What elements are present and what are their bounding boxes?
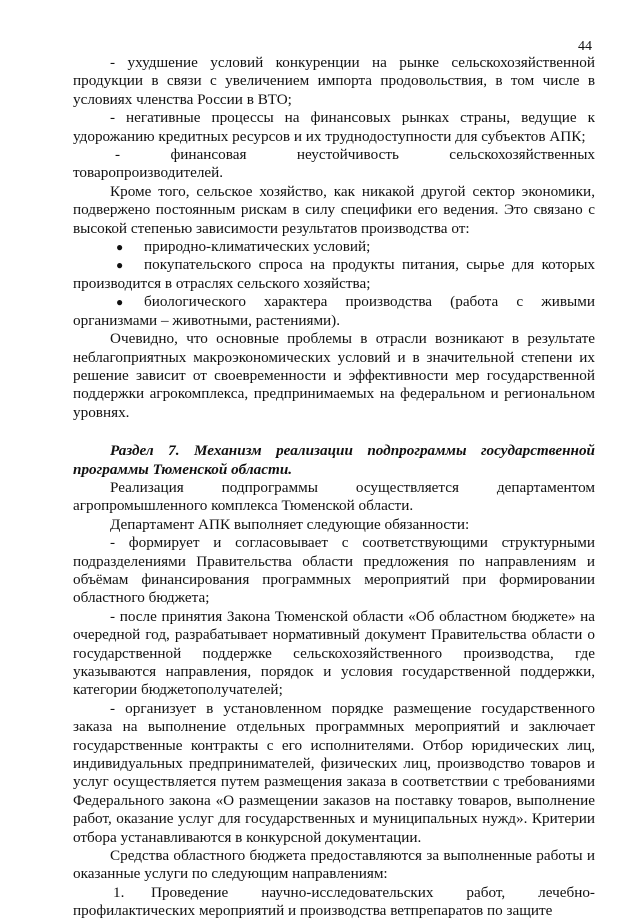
item-text: Проведение научно-исследовательских работ, лечебно-профилактических мероприятий и производства ветпрепаратов по защите	[73, 883, 595, 920]
paragraph-funding: Средства областного бюджета предоставляются за выполненные работы и оказанные услуги по следующим направлениям:	[73, 847, 595, 883]
numbered-item-1	[73, 884, 595, 921]
paragraph-risks-intro: Кроме того, сельское хозяйство, как никакой другой сектор экономики, подвержено постоянным рискам в силу специфики его ведения. Это связано с высокой степенью зависимости результатов производства от:	[73, 182, 595, 237]
word: финансовая	[170, 146, 247, 164]
bullet-dot-icon: ●	[116, 258, 124, 273]
word: товаропроизводителей.	[73, 164, 224, 182]
paragraph-implementation: Реализация подпрограммы осуществляется департаментом агропромышленного комплекса Тюменской области.	[73, 478, 595, 515]
risk-item-competition: - ухудшение условий конкуренции на рынке сельскохозяйственной продукции в связи с увеличением импорта продовольствия, в том числе в условиях членства России в ВТО;	[73, 54, 595, 108]
item-number: 1.	[113, 883, 125, 901]
duty-item-procurement: - организует в установленном порядке размещение государственного заказа на выполнение отдельных программных мероприятий и заключает государственные контракты с его исполнителями. Отбор юридических лиц, индивидуальных предпринимателей, физических лиц, производство товаров и услуг осуществляется путем размещения заказа в соответствии с требованиями Федерального закона «О размещении заказов на поставку товаров, выполнение работ, оказание услуг для государственных и муниципальных нужд». Критерии отбора устанавливаются в конкурсной документации.	[73, 699, 595, 846]
paragraph-conclusion: Очевидно, что основные проблемы в отрасли возникают в результате неблагоприятных макроэкономических условий и в значительной степени их решение зависит от своевременности и эффективности мер государственной поддержки агрокомплекса, предпринимаемых на федеральном и региональном уровнях.	[73, 330, 595, 421]
bullet-dot-icon: ●	[116, 295, 124, 310]
bullet-item-demand: ● покупательского спроса на продукты питания, сырье для которых производится в отраслях сельского хозяйства;	[73, 256, 595, 292]
paragraph-duties-intro: Департамент АПК выполняет следующие обязанности:	[110, 515, 470, 533]
bullet-item-biological: ● биологического характера производства (работа с живыми организмами – животными, растениями).	[73, 293, 595, 329]
word: сельскохозяйственных	[449, 146, 595, 164]
duty-item-normative: - после принятия Закона Тюменской области «Об областном бюджете» на очередной год, разрабатывает нормативный документ Правительства области о государственной поддержке сельскохозяйственного производства, где указываются направления, порядок и условия государственной поддержки, категории бюджетополучателей;	[73, 607, 595, 699]
risk-item-financial-markets: - негативные процессы на финансовых рынках страны, ведущие к удорожанию кредитных ресурсов и их труднодоступности для субъектов АПК;	[73, 109, 595, 145]
bullet-dot-icon: ●	[116, 240, 124, 255]
duty-item-forming: - формирует и согласовывает с соответствующими структурными подразделениями Правительства области предложения по направлениям и объёмам финансирования программных мероприятий при формировании областного бюджета;	[73, 534, 595, 607]
document-body	[73, 54, 595, 921]
page-number: 44	[578, 39, 592, 54]
dash-marker: -	[115, 146, 121, 164]
bullet-item-climate: ● природно-климатических условий;	[73, 238, 595, 256]
risk-item-instability	[73, 146, 595, 183]
word: неустойчивость	[296, 146, 399, 164]
section-heading: Раздел 7. Механизм реализации подпрограммы государственной программы Тюменской области.	[73, 442, 595, 478]
